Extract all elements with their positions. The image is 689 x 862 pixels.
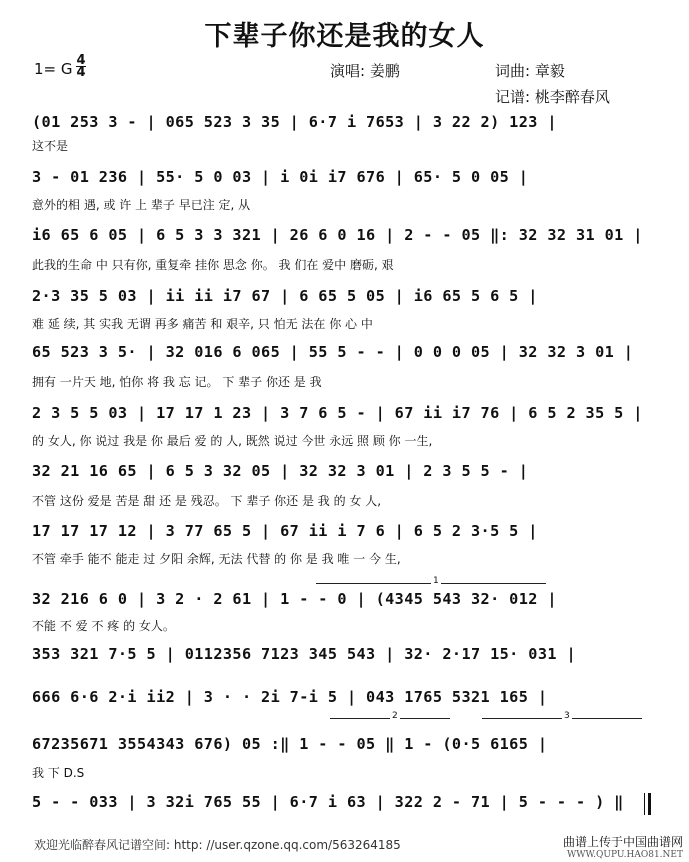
- score-row-11: 666 6·6 2·i ii2 | 3 · · 2i 7-i 5 | 043 1765 5321 165 |: [32, 688, 548, 706]
- footer-watermark: [563, 836, 683, 862]
- volta-bracket-1: [316, 576, 546, 586]
- lyric-row-8: 不管 牵手 能不 能走 过 夕阳 余辉, 无法 代替 的 你 是 我 唯 一 今 生,: [32, 552, 401, 566]
- composer-credit: 词曲: 章毅: [495, 62, 565, 80]
- lyric-row-9: 不能 不 爱 不 疼 的 女人。: [32, 619, 175, 633]
- time-sig-top: 4: [76, 53, 86, 68]
- lyric-row-4: 难 延 续, 其 实我 无谓 再多 痛苦 和 艰辛, 只 怕无 法在 你 心 中: [32, 317, 373, 331]
- score-row-7: 32 21 16 65 | 6 5 3 32 05 | 32 32 3 01 | 2 3 5 5 - |: [32, 462, 529, 480]
- watermark-url: WWW.QUPU.HAO81.NET: [566, 850, 683, 860]
- lyric-row-7: 不管 这份 爱是 苦是 甜 还 是 残忍。 下 辈子 你还 是 我 的 女 人,: [32, 494, 382, 508]
- score-row-9: 32 216 6 0 | 3 2 · 2 61 | 1 - - 0 | (4345 543 32· 012 |: [32, 590, 557, 608]
- score-row-12: 67235671 3554343 676) 05 :‖ 1 - - 05 ‖ 1 - (0·5 6165 |: [32, 735, 548, 753]
- score-row-6: 2 3 5 5 03 | 17 17 1 23 | 3 7 6 5 - | 67 ii i7 76 | 6 5 2 35 5 |: [32, 404, 643, 422]
- lyric-row-6: 的 女人, 你 说过 我是 你 最后 爱 的 人, 既然 说过 今世 永远 照 顾 你 一生,: [32, 434, 433, 448]
- score-row-3: i6 65 6 05 | 6 5 3 3 321 | 26 6 0 16 | 2 - - 05 ‖: 32 32 31 01 |: [32, 226, 643, 244]
- page-title: 下辈子你还是我的女人: [204, 21, 485, 52]
- score-row-8: 17 17 17 12 | 3 77 65 5 | 67 ii i 7 6 | 6 5 2 3·5 5 |: [32, 522, 538, 540]
- lyric-row-1: 这不是: [32, 139, 69, 153]
- score-row-5: 65 523 3 5· | 32 016 6 065 | 55 5 - - | 0 0 0 05 | 32 32 3 01 |: [32, 343, 634, 361]
- lyric-row-5: 拥有 一片天 地, 怕你 将 我 忘 记。 下 辈子 你还 是 我: [32, 375, 322, 389]
- singer-credit: 演唱: 姜鹏: [330, 62, 400, 80]
- score-row-10: 353 321 7·5 5 | 0112356 7123 345 543 | 32· 2·17 15· 031 |: [32, 645, 576, 663]
- watermark-text: 曲谱上传于中国曲谱网: [562, 835, 683, 849]
- lyric-row-3: 此我的生命 中 只有你, 重复牵 挂你 思念 你。 我 们在 爱中 磨砺, 艰: [32, 258, 394, 272]
- footer-site-link[interactable]: 欢迎光临醉春风记谱空间: http: //user.qzone.qq.com/563264185: [34, 838, 401, 852]
- score-row-2: 3 - 01 236 | 55· 5 0 03 | i 0i i7 676 | 65· 5 0 05 |: [32, 168, 529, 186]
- volta-label-3: 3: [564, 711, 570, 721]
- lyric-row-2: 意外的相 遇, 或 许 上 辈子 早已注 定, 从: [32, 198, 251, 212]
- time-sig-bottom: 4: [76, 65, 86, 80]
- volta-label-2: 2: [392, 711, 398, 721]
- volta-bracket-3: [482, 711, 642, 721]
- score-row-1: (01 253 3 - | 065 523 3 35 | 6·7 i 7653 | 3 22 2) 123 |: [32, 113, 557, 131]
- volta-label-1: 1: [433, 576, 439, 586]
- final-barline-thick: [648, 793, 651, 815]
- volta-bracket-2: [330, 711, 450, 721]
- time-signature: [76, 55, 86, 78]
- score-row-4: 2·3 35 5 03 | ii ii i7 67 | 6 65 5 05 | i6 65 5 6 5 |: [32, 287, 538, 305]
- transcriber-credit: 记谱: 桃李醉春风: [495, 88, 610, 106]
- key-signature: 1= G: [34, 60, 73, 78]
- score-row-13: 5 - - 033 | 3 32i 765 55 | 6·7 i 63 | 322 2 - 71 | 5 - - - ) ‖: [32, 793, 624, 811]
- final-barline-thin: [644, 793, 645, 815]
- lyric-row-12: 我 下 D.S: [32, 766, 85, 780]
